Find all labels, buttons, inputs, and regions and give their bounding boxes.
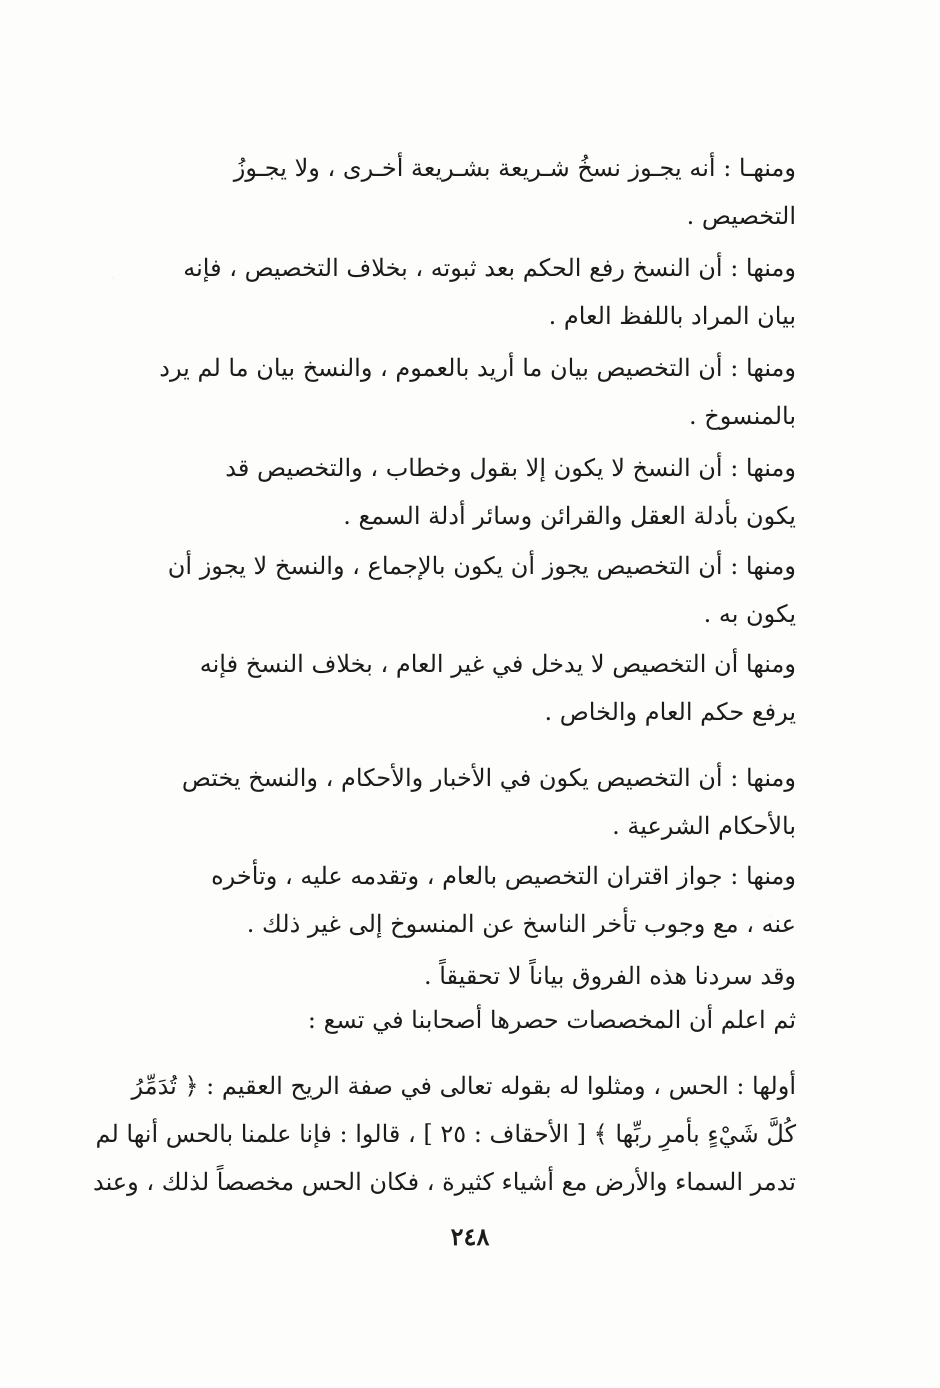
text-line: ومنها : أن النسخ لا يكون إلا بقول وخطاب ، والتخصيص قد <box>225 454 796 482</box>
text-line: التخصيص . <box>686 202 796 230</box>
paragraph-timing <box>112 852 796 948</box>
paragraph-summary-note <box>112 952 796 1000</box>
paragraph-speech-and-evidence <box>112 444 796 540</box>
text-line: كُلَّ شَيْءٍ بأمرِ ربِّها ﴾ [ الأحقاف : ٢٥ ] ، قالوا : فإنا علمنا بالحس أنها لم <box>95 1120 796 1148</box>
paragraph-consensus <box>112 542 796 638</box>
text-line: يكون به . <box>703 600 796 628</box>
text-line: ومنها : أن التخصيص يجوز أن يكون بالإجماع ، والنسخ لا يجوز أن <box>167 552 796 580</box>
paragraph-generality-explanation <box>112 344 796 440</box>
text-line: ثم اعلم أن المخصصات حصرها أصحابنا في تسع : <box>307 1006 796 1034</box>
text-line: يرفع حكم العام والخاص . <box>544 698 796 726</box>
paragraph-general-and-specific <box>112 640 796 736</box>
text-line: بالمنسوخ . <box>689 402 796 430</box>
text-line: ومنها : أن التخصيص يكون في الأخبار والأحكام ، والنسخ يختص <box>181 764 796 792</box>
text-line: أولها : الحس ، ومثلوا له بقوله تعالى في صفة الريح العقيم : ﴿ تُدَمِّرُ <box>131 1072 796 1100</box>
text-line: وقد سردنا هذه الفروق بياناً لا تحقيقاً . <box>423 962 796 990</box>
page-number: ٢٤٨ <box>450 1222 490 1251</box>
text-line: ومنها أن التخصيص لا يدخل في غير العام ، بخلاف النسخ فإنه <box>199 650 796 678</box>
text-line: ومنها : أن التخصيص بيان ما أريد بالعموم ، والنسخ بيان ما لم يرد <box>159 354 796 382</box>
paragraph-first-specifier <box>92 1062 796 1206</box>
text-line: يكون بأدلة العقل والقرائن وسائر أدلة السمع . <box>343 502 796 530</box>
text-line: بيان المراد باللفظ العام . <box>548 302 796 330</box>
paragraph-abrogation-of-law <box>112 144 796 240</box>
text-line: ومنها : جواز اقتران التخصيص بالعام ، وتقدمه عليه ، وتأخره <box>211 862 796 890</box>
paragraph-reports-and-rulings <box>112 754 796 850</box>
text-line: تدمر السماء والأرض مع أشياء كثيرة ، فكان الحس مخصصاً لذلك ، وعند <box>92 1168 796 1196</box>
text-line: ومنهـا : أنه يجـوز نسخُ شـريعة بشـريعة أخـرى ، ولا يجـوزُ <box>233 154 796 182</box>
text-line: ومنها : أن النسخ رفع الحكم بعد ثبوته ، بخلاف التخصيص ، فإنه <box>183 254 796 282</box>
paragraph-specifiers-intro <box>112 996 796 1044</box>
text-line: عنه ، مع وجوب تأخر الناسخ عن المنسوخ إلى غير ذلك . <box>246 910 796 938</box>
text-line: بالأحكام الشرعية . <box>612 812 796 840</box>
paragraph-removal-of-ruling <box>112 244 796 340</box>
